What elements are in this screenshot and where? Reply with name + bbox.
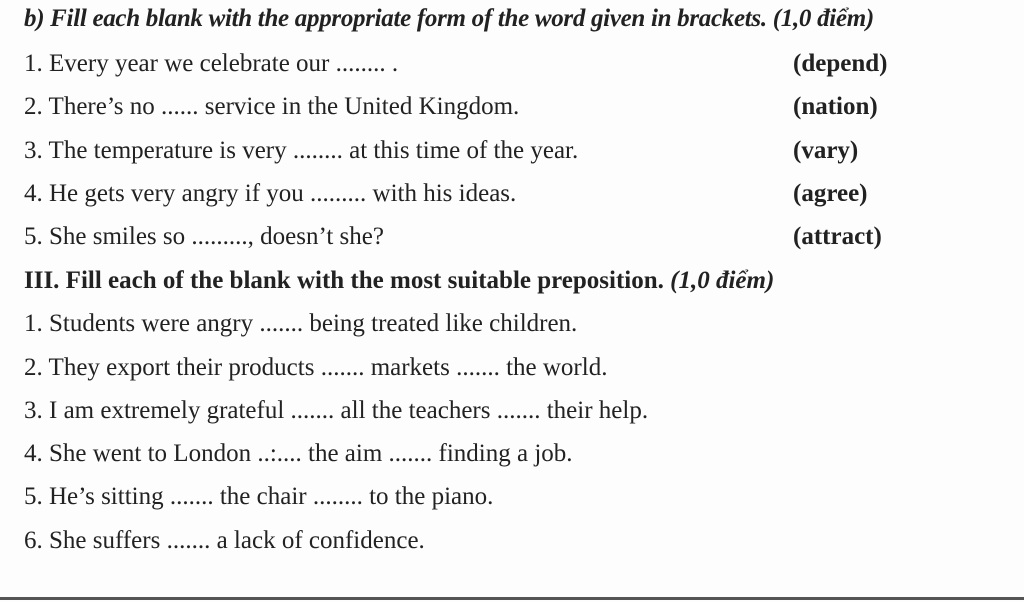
section-iii-item-1: 1. Students were angry ....... being treated like children. bbox=[24, 310, 578, 337]
bottom-border bbox=[0, 597, 1024, 600]
section-iii-item-6: 6. She suffers ....... a lack of confidence. bbox=[24, 527, 425, 554]
section-b-word-3: (vary) bbox=[793, 137, 859, 164]
section-b-item-3: 3. The temperature is very ........ at this time of the year. bbox=[24, 137, 579, 164]
section-b-item-1: 1. Every year we celebrate our ........ . bbox=[24, 50, 399, 77]
section-b-heading: b) Fill each blank with the appropriate form of the word given in brackets. (1,0 điểm) bbox=[24, 5, 874, 32]
section-iii-heading-text: III. Fill each of the blank with the most suitable preposition. bbox=[24, 267, 664, 294]
section-b-item-5: 5. She smiles so ........., doesn’t she? bbox=[24, 223, 384, 250]
section-b-word-1: (depend) bbox=[793, 50, 888, 77]
section-iii-item-4: 4. She went to London ..:.... the aim ....... finding a job. bbox=[24, 440, 573, 467]
section-iii-item-5: 5. He’s sitting ....... the chair ........ to the piano. bbox=[24, 483, 494, 510]
section-b-item-4: 4. He gets very angry if you ......... with his ideas. bbox=[24, 180, 517, 207]
section-iii-item-3: 3. I am extremely grateful ....... all the teachers ....... their help. bbox=[24, 397, 649, 424]
section-iii-points: (1,0 điểm) bbox=[670, 267, 775, 294]
section-b-word-4: (agree) bbox=[793, 180, 868, 207]
section-iii-item-2: 2. They export their products ....... markets ....... the world. bbox=[24, 354, 608, 381]
section-b-word-2: (nation) bbox=[793, 93, 878, 120]
section-iii-heading bbox=[24, 266, 774, 296]
section-b-word-5: (attract) bbox=[793, 223, 882, 250]
section-b-item-2: 2. There’s no ...... service in the United Kingdom. bbox=[24, 93, 520, 120]
